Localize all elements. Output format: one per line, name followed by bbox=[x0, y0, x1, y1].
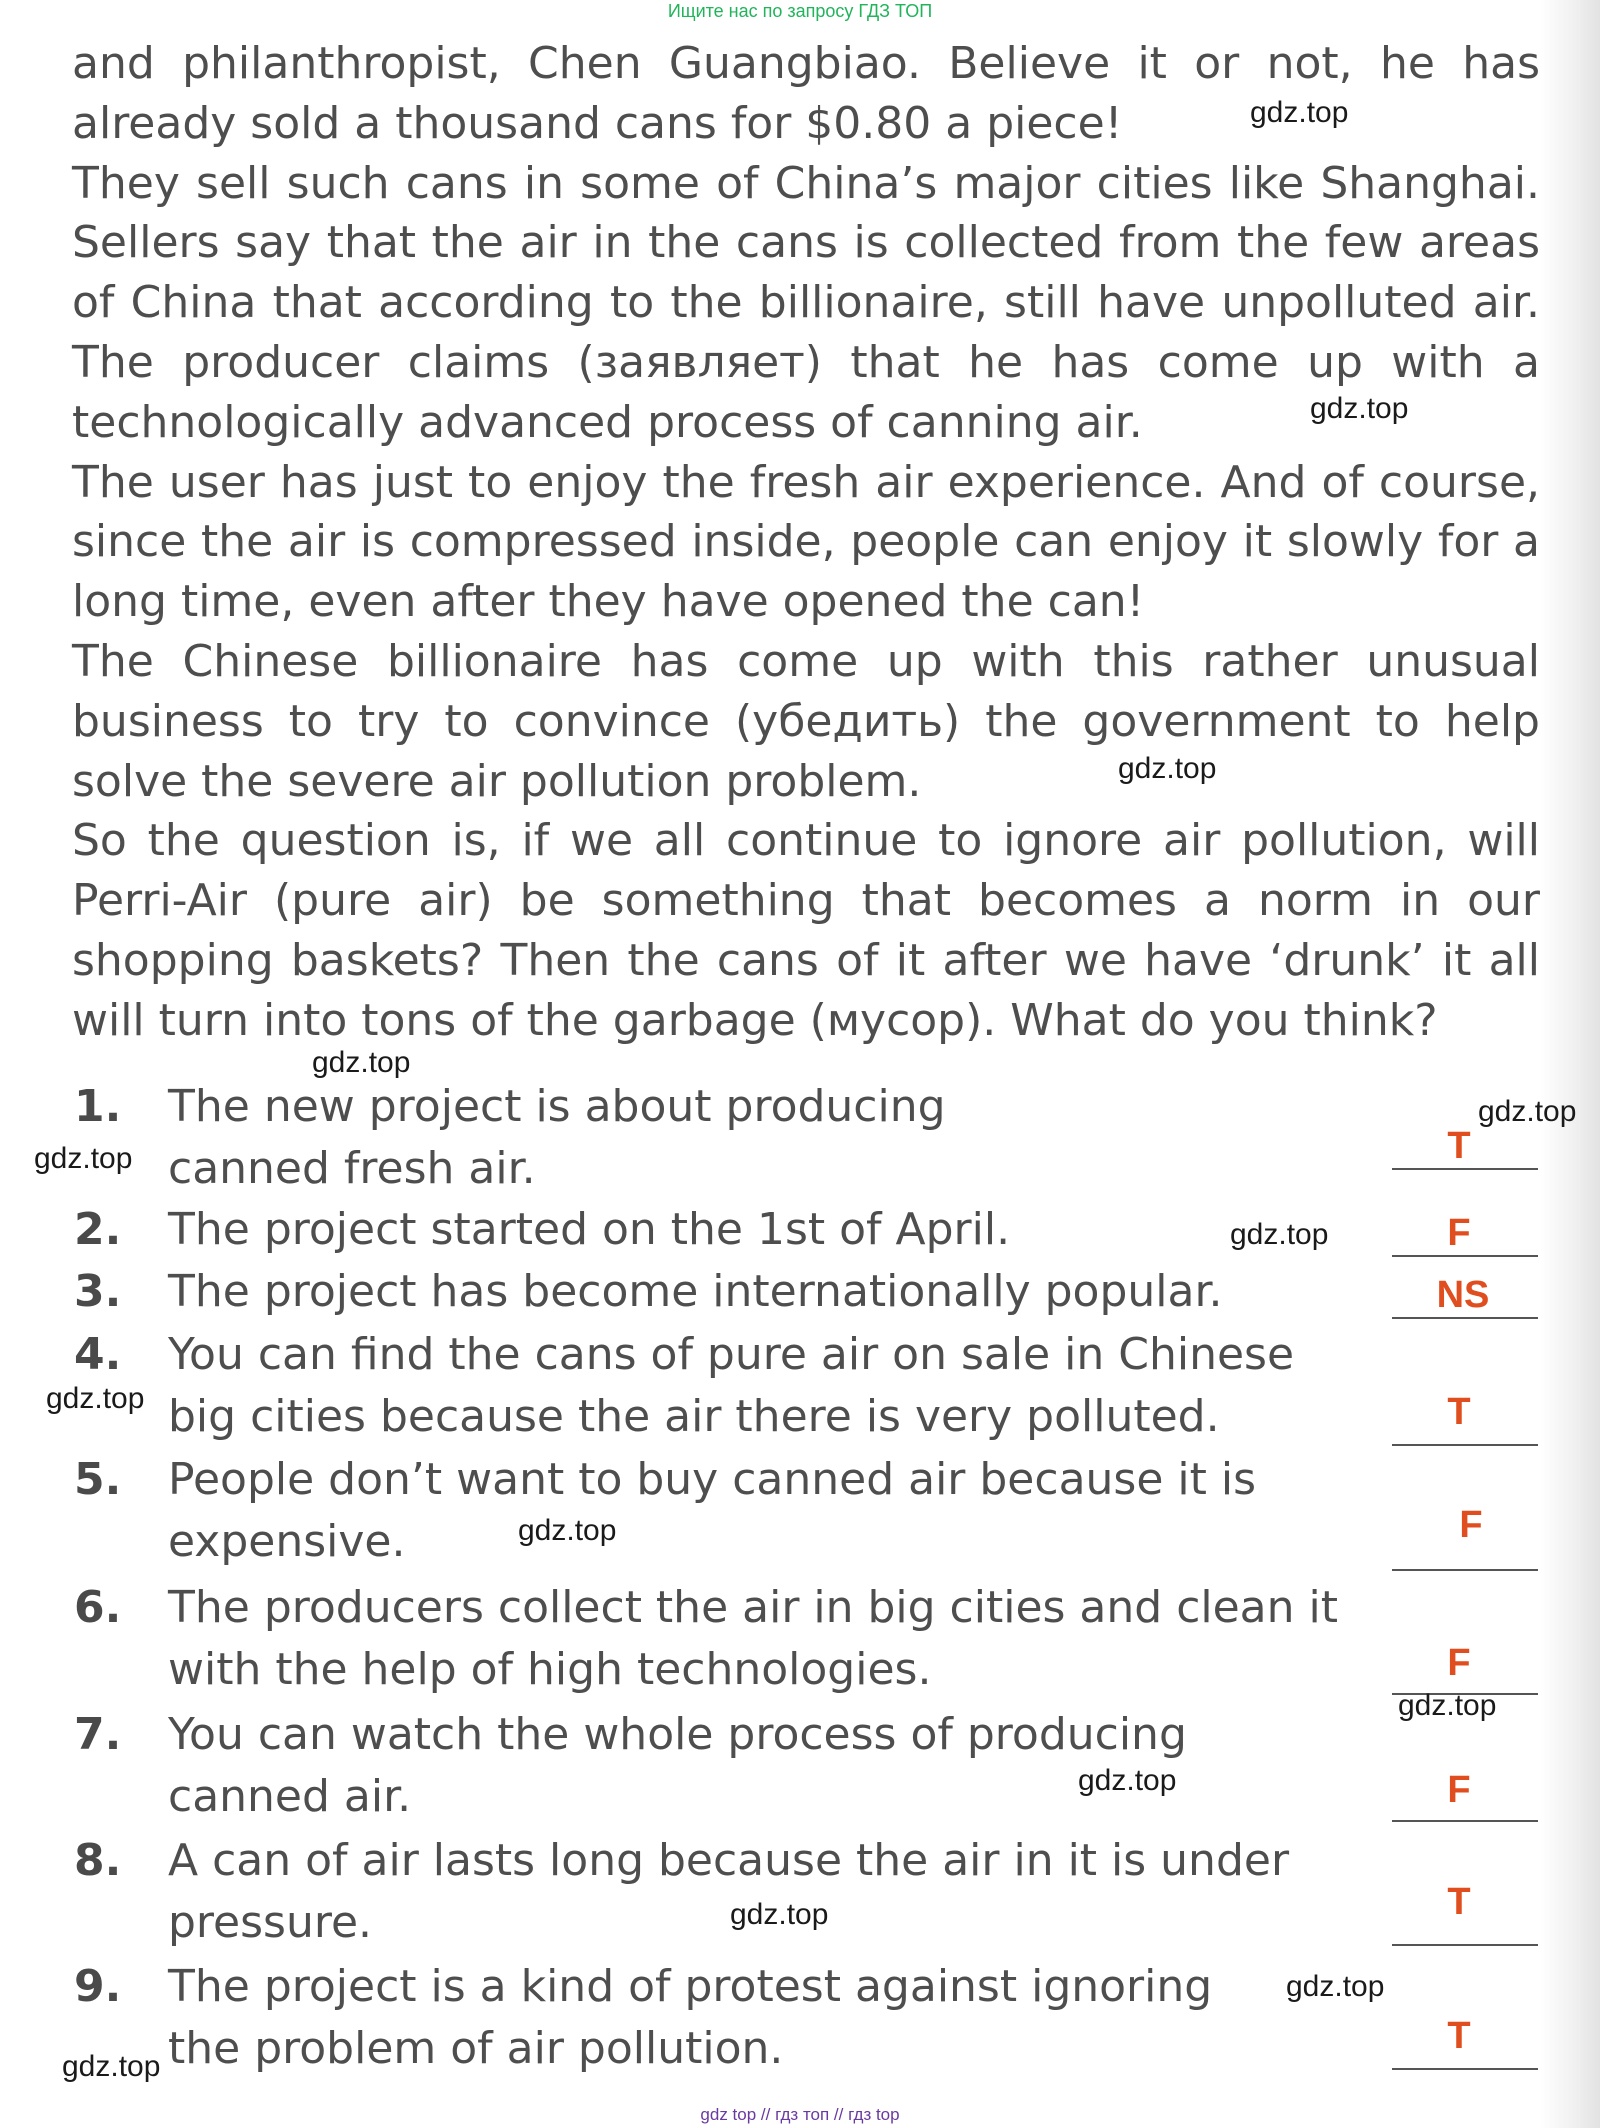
answer-line bbox=[1392, 1820, 1538, 1822]
passage-paragraph: They sell such cans in some of China’s major cities like Shanghai. Sellers say that the air in the cans is collected from the few areas of China that according to the billionaire, still have unpolluted air. The producer claims (заявляет) that he has come up with a technologically advanced process of canning air. bbox=[72, 157, 1540, 448]
watermark: gdz.top bbox=[1398, 1689, 1497, 1722]
watermark: gdz.top bbox=[312, 1046, 411, 1079]
watermark: gdz.top bbox=[46, 1382, 145, 1415]
question-number: 8. bbox=[74, 1835, 122, 1886]
top-search-banner[interactable]: Ищите нас по запросу ГДЗ ТОП bbox=[667, 1, 933, 21]
passage-paragraph: The Chinese billionaire has come up with this rather unusual business to try to convince (убедить) the government to help solve the severe air pollution problem. bbox=[72, 635, 1540, 807]
passage-paragraph: and philanthropist, Chen Guangbiao. Believe it or not, he has already sold a thousand cans for $0.80 a piece! bbox=[72, 38, 1540, 149]
watermark: gdz.top bbox=[1286, 1970, 1385, 2003]
passage-paragraph: The user has just to enjoy the fresh air experience. And of course, since the air is compressed inside, people can enjoy it slowly for a long time, even after they have opened the can! bbox=[72, 456, 1540, 628]
answer-line bbox=[1392, 1569, 1538, 1571]
watermark: gdz.top bbox=[730, 1898, 829, 1931]
answer-mark: T bbox=[1447, 2015, 1471, 2057]
question-number: 1. bbox=[74, 1081, 122, 1132]
page-edge-shadow bbox=[1540, 0, 1600, 2128]
question-text: The producers collect the air in big cities and clean it with the help of high technologies. bbox=[168, 1582, 1338, 1695]
question-text: The project started on the 1st of April. bbox=[168, 1204, 1011, 1255]
question-number: 9. bbox=[74, 1961, 122, 2012]
question-text: You can watch the whole process of producing canned air. bbox=[168, 1709, 1187, 1822]
passage-paragraph: So the question is, if we all continue to ignore air pollution, will Perri-Air (pure air) be something that becomes a norm in our shopping baskets? Then the cans of it after we have ‘drunk’ it all will turn into tons of the garbage (мусор). What do you think? bbox=[72, 815, 1540, 1046]
answer-mark: F bbox=[1447, 1642, 1471, 1684]
watermark: gdz.top bbox=[1078, 1764, 1177, 1797]
answer-mark: F bbox=[1459, 1504, 1483, 1546]
question-number: 6. bbox=[74, 1582, 122, 1633]
answer-mark: T bbox=[1447, 1391, 1471, 1433]
question-number: 3. bbox=[74, 1266, 122, 1317]
reading-passage bbox=[72, 34, 1540, 1051]
answer-line bbox=[1392, 1317, 1538, 1319]
answer-mark: T bbox=[1447, 1125, 1471, 1167]
question-text: The project has become internationally popular. bbox=[168, 1266, 1223, 1317]
answer-line bbox=[1392, 1255, 1538, 1257]
watermark: gdz.top bbox=[1230, 1218, 1329, 1251]
bottom-footer-banner[interactable]: gdz top // гдз топ // гдз top bbox=[700, 2105, 900, 2124]
question-number: 5. bbox=[74, 1454, 122, 1505]
question-text: You can find the cans of pure air on sale in Chinese big cities because the air there is very polluted. bbox=[168, 1329, 1295, 1442]
watermark: gdz.top bbox=[1250, 96, 1349, 129]
watermark: gdz.top bbox=[1478, 1095, 1577, 1128]
question-number: 7. bbox=[74, 1709, 122, 1760]
answer-line bbox=[1392, 2068, 1538, 2070]
question-number: 2. bbox=[74, 1204, 122, 1255]
watermark: gdz.top bbox=[518, 1514, 617, 1547]
answer-mark: F bbox=[1447, 1212, 1471, 1254]
question-text: People don’t want to buy canned air because it is expensive. bbox=[168, 1454, 1257, 1567]
answer-mark: F bbox=[1447, 1769, 1471, 1811]
answer-mark: NS bbox=[1436, 1274, 1490, 1316]
question-number: 4. bbox=[74, 1329, 122, 1380]
answer-mark: T bbox=[1447, 1881, 1471, 1923]
watermark: gdz.top bbox=[1310, 392, 1409, 425]
answer-line bbox=[1392, 1444, 1538, 1446]
question-text: A can of air lasts long because the air in it is under pressure. bbox=[168, 1835, 1290, 1948]
question-text: The new project is about producing canned fresh air. bbox=[168, 1081, 946, 1194]
watermark: gdz.top bbox=[34, 1142, 133, 1175]
watermark: gdz.top bbox=[1118, 752, 1217, 785]
watermark: gdz.top bbox=[62, 2050, 161, 2083]
answer-line bbox=[1392, 1168, 1538, 1170]
question-text: The project is a kind of protest against ignoring the problem of air pollution. bbox=[168, 1961, 1213, 2074]
answer-line bbox=[1392, 1944, 1538, 1946]
